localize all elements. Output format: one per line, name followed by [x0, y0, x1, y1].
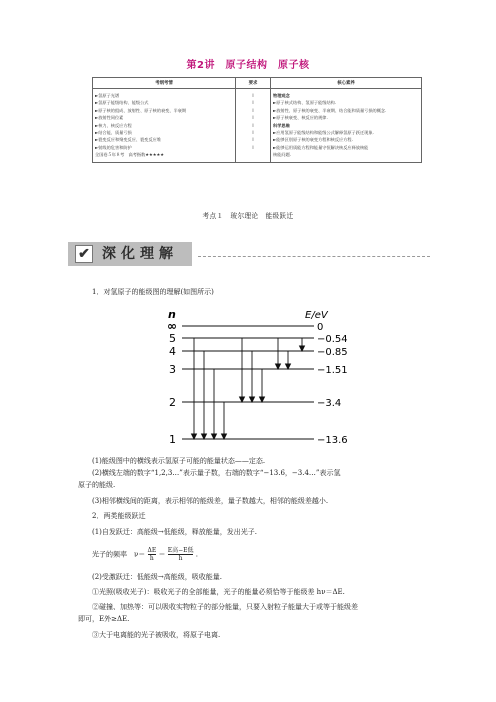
- syllabus-cell: [93, 89, 236, 163]
- item-1-heading: 1．对氢原子的能级图的理解(如图所示): [92, 288, 214, 296]
- syllabus-item: ►放射性同位素: [95, 115, 124, 121]
- paragraph-6: ①光照(吸收光子)：吸收光子的全部能量，光子的能量必须恰等于能级差 hν＝ΔE.: [92, 588, 345, 596]
- fraction-1-num: ΔE: [147, 547, 157, 554]
- requirement-level: Ⅰ: [252, 144, 254, 150]
- table-body-row: [93, 89, 422, 163]
- formula-label: 光子的频率 ν＝: [92, 550, 146, 559]
- formula-equals: ＝: [158, 550, 166, 559]
- fraction-1: [148, 547, 157, 562]
- level-e-5: −0.54: [317, 334, 348, 345]
- syllabus-item: ►核力、核反应方程: [95, 122, 132, 128]
- deep-understanding-banner: [68, 242, 192, 266]
- literacy-heading: 物理观念: [273, 93, 290, 98]
- level-e-3: −1.51: [317, 365, 348, 376]
- literacy-item: ►能够运用质能方程和能量守恒解决核反应释放核能: [273, 144, 369, 150]
- level-e-4: −0.85: [317, 347, 348, 358]
- check-icon: ✔: [75, 245, 93, 263]
- paragraph-1: (1)能级图中的横线表示氢原子可能的能量状态——定态.: [92, 457, 266, 465]
- literacy-heading: 科学思维: [273, 122, 290, 128]
- brackett-transitions: [300, 338, 305, 351]
- requirement-level: Ⅰ: [252, 130, 254, 136]
- literacy-item: ►原子核式结构、氢原子能级结构.: [273, 100, 337, 106]
- requirement-level: Ⅰ: [252, 107, 254, 113]
- level-e-inf: 0: [317, 322, 324, 333]
- syllabus-item: ►氢原子能级结构、能级公式: [95, 100, 149, 106]
- paragraph-5: (2)受激跃迁：低能级→高能级，吸收能量.: [92, 573, 223, 581]
- lyman-transitions: [192, 338, 227, 439]
- requirement-level: Ⅰ: [252, 115, 254, 121]
- exam-frequency: 全国卷５年８考 高考指数★★★★★: [95, 152, 165, 158]
- level-n-2: 2: [169, 396, 176, 409]
- level-n-5: 5: [169, 332, 176, 345]
- frequency-formula: [92, 547, 198, 562]
- level-n-inf: ∞: [167, 319, 177, 333]
- fraction-2-num: E高−E低: [167, 547, 194, 554]
- syllabus-item: ►射线的危害和防护: [95, 144, 132, 150]
- requirement-level: Ⅰ: [252, 122, 254, 128]
- level-n-1: 1: [169, 433, 176, 446]
- syllabus-item: ►原子核的组成、放射性、原子核的衰变、半衰期: [95, 107, 187, 113]
- fraction-2-den: h: [178, 555, 183, 562]
- level-n-4: 4: [169, 345, 176, 358]
- syllabus-item: ►氢原子光谱: [95, 93, 120, 98]
- paragraph-2: (2)横线左端的数字“1,2,3…”表示量子数，右端的数字“−13.6，−3.4…”表示氢: [92, 469, 341, 477]
- section-title: 考点１ 玻尔理论 能级跃迁: [202, 212, 294, 220]
- header-requirement: 要求: [236, 78, 271, 89]
- literacy-item: 核能问题.: [273, 152, 292, 158]
- literacy-item: ►能够区别原子核的衰变方程和核反应方程.: [273, 137, 353, 143]
- paschen-transitions: [276, 338, 291, 369]
- requirement-cell: [236, 89, 271, 163]
- literacy-item: ►原子核衰变、核反应的规律.: [273, 115, 328, 121]
- level-e-1: −13.6: [317, 435, 348, 446]
- header-literacy: 核心素养: [271, 78, 422, 89]
- requirement-level: Ⅰ: [252, 137, 254, 143]
- literacy-item: ►应用氢原子能级结构和能级公式解释氢原子跃迁现象.: [273, 130, 374, 136]
- literacy-cell: [271, 89, 422, 163]
- quantum-number-label: n: [168, 308, 176, 321]
- table-header-row: [93, 78, 422, 89]
- dashed-divider: [198, 256, 430, 257]
- level-e-2: −3.4: [317, 398, 342, 409]
- literacy-item: ►放射性、原子核的衰变、半衰期、结合能和质量亏损的概念.: [273, 107, 387, 113]
- syllabus-table: [92, 77, 422, 163]
- fraction-2: [168, 547, 194, 562]
- syllabus-item: ►结合能、质量亏损: [95, 130, 132, 136]
- header-syllabus: 考纲考情: [93, 78, 236, 89]
- paragraph-3: (3)相邻横线间的距离，表示相邻的能级差，量子数越大，相邻的能级差越小.: [92, 497, 329, 505]
- paragraph-2-cont: 原子的能级.: [78, 481, 116, 489]
- syllabus-item: ►裂变反应和聚变反应、裂变反应堆: [95, 137, 162, 143]
- requirement-level: Ⅰ: [252, 100, 254, 106]
- balmer-transitions: [240, 338, 265, 402]
- level-n-3: 3: [169, 363, 176, 376]
- lesson-title: 第2讲 原子结构 原子核: [186, 60, 310, 71]
- fraction-1-den: h: [149, 555, 154, 562]
- paragraph-4: (1)自发跃迁：高能级→低能级，释放能量，发出光子.: [92, 528, 258, 536]
- paragraph-7-cont: 即可，E外≥ΔE.: [78, 615, 130, 623]
- banner-label: 深化理解: [102, 246, 178, 262]
- paragraph-8: ③大于电离能的光子被吸收，将原子电离.: [92, 631, 221, 639]
- requirement-level: Ⅰ: [252, 93, 254, 98]
- energy-unit-label: E/eV: [305, 310, 328, 321]
- formula-end: .: [195, 550, 198, 559]
- paragraph-7: ②碰撞、加热等：可以吸收实物粒子的部分能量，只要入射粒子能量大于或等于能级差: [92, 603, 358, 611]
- energy-level-diagram: [160, 305, 360, 451]
- item-2-heading: 2．两类能级跃迁: [92, 512, 146, 520]
